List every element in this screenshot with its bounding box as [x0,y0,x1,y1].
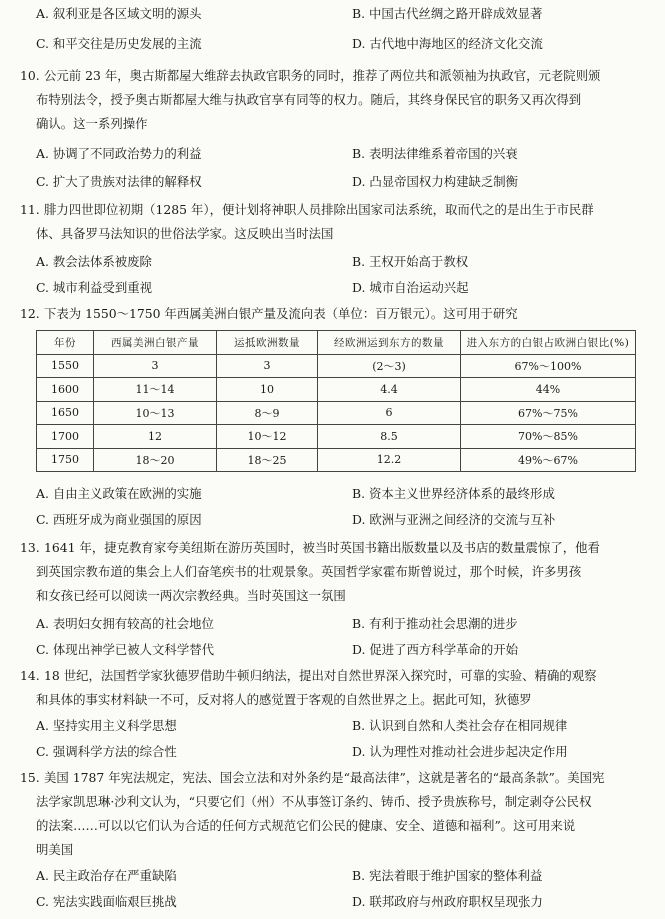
q10-options-row1 [0,144,665,168]
cell-year: 1700 [37,425,94,449]
q15-stem-line4: 明美国 [36,842,74,857]
header-to-east: 经欧洲运到东方的数量 [318,331,461,355]
cell-to-east: 4.4 [318,378,461,402]
q15-option-b[interactable]: B. 宪法着眼于维护国家的整体利益 [352,868,543,883]
header-year: 年份 [37,331,94,355]
q11-number: 11. [20,202,40,217]
q12-option-d[interactable]: D. 欧洲与亚洲之间经济的交流与互补 [352,512,556,527]
q15-option-a[interactable]: A. 民主政治存在严重缺陷 [36,868,177,883]
cell-year: 1550 [37,354,94,378]
cell-ratio: 67%～100% [461,354,636,378]
q13-option-d[interactable]: D. 促进了西方科学革命的开始 [352,642,519,657]
q11-option-d[interactable]: D. 城市自治运动兴起 [352,280,469,295]
q15-stem-line2: 法学家凯思琳·沙利文认为，“只要它们（州）不从事签订条约、铸币、授予贵族称号，制定剥夺公民权 [36,794,592,809]
q14-stem-line2: 和具体的事实材料缺一不可，反对将人的感觉置于客观的自然世界之上。据此可知，狄德罗 [36,692,532,707]
cell-to-east: 8.5 [318,425,461,449]
q15-stem-line3: 的法案……可以以它们认为合适的任何方式规范它们公民的健康、安全、道德和福利”。这可用来说 [36,818,576,833]
q11-option-b[interactable]: B. 王权开始高于教权 [352,254,469,269]
q14-options-row2 [0,742,665,766]
cell-to-east: 6 [318,401,461,425]
silver-data-table [36,330,636,472]
q15-number: 15. [20,770,40,785]
cell-production: 18～20 [94,448,217,472]
q11-option-a[interactable]: A. 教会法体系被废除 [36,254,152,269]
q11-stem-line1: 腓力四世即位初期（1285 年），便计划将神职人员排除出国家司法系统，取而代之的是出生于市民群 [44,202,594,217]
table-header-row [37,331,636,355]
q14-number: 14. [20,668,40,683]
q9-option-b[interactable]: B. 中国古代丝绸之路开辟成效显著 [352,6,543,21]
q10-option-a[interactable]: A. 协调了不同政治势力的利益 [36,146,202,161]
q9-options-row1 [0,4,665,28]
table-row [37,425,636,449]
cell-production: 11～14 [94,378,217,402]
q12-option-a[interactable]: A. 自由主义政策在欧洲的实施 [36,486,202,501]
q14-option-a[interactable]: A. 坚持实用主义科学思想 [36,718,177,733]
q12-option-b[interactable]: B. 资本主义世界经济体系的最终形成 [352,486,555,501]
cell-to-east: 12.2 [318,448,461,472]
cell-production: 12 [94,425,217,449]
header-to-europe: 运抵欧洲数量 [217,331,318,355]
q9-option-a[interactable]: A. 叙利亚是各区域文明的源头 [36,6,202,21]
q15-options-row1 [0,866,665,890]
cell-to-east: (2～3) [318,354,461,378]
q14-option-d[interactable]: D. 认为理性对推动社会进步起决定作用 [352,744,568,759]
cell-ratio: 44% [461,378,636,402]
q15-stem-line1: 美国 1787 年宪法规定，宪法、国会立法和对外条约是“最高法律”，这就是著名的“最高条款”。美国宪 [44,770,605,785]
q10-option-b[interactable]: B. 表明法律维系着帝国的兴衰 [352,146,518,161]
cell-to-europe: 10～12 [217,425,318,449]
q13-option-a[interactable]: A. 表明妇女拥有较高的社会地位 [36,616,214,631]
table-row [37,401,636,425]
q13-option-b[interactable]: B. 有利于推动社会思潮的进步 [352,616,518,631]
table-row [37,448,636,472]
q15-options-row2 [0,892,665,916]
q9-option-c[interactable]: C. 和平交往是历史发展的主流 [36,36,202,51]
q10-option-d[interactable]: D. 凸显帝国权力构建缺乏制衡 [352,174,519,189]
q10-stem-line3: 确认。这一系列操作 [36,116,148,131]
cell-ratio: 49%～67% [461,448,636,472]
header-production: 西属美洲白银产量 [94,331,217,355]
q15-option-c[interactable]: C. 宪法实践面临艰巨挑战 [36,894,177,909]
q13-option-c[interactable]: C. 体现出神学已被人文科学替代 [36,642,214,657]
q14-option-b[interactable]: B. 认识到自然和人类社会存在相同规律 [352,718,568,733]
q13-stem-line2: 到英国宗教布道的集会上人们奋笔疾书的壮观景象。英国哲学家霍布斯曾说过，那个时候，许多男孩 [36,564,582,579]
q10-options-row2 [0,172,665,196]
cell-ratio: 70%～85% [461,425,636,449]
q12-stem: 下表为 1550～1750 年西属美洲白银产量及流向表（单位：百万银元）。这可用于研究 [44,306,518,321]
q14-stem-line1: 18 世纪，法国哲学家狄德罗借助牛顿归纳法，提出对自然世界深入探究时，可靠的实验、精确的观察 [44,668,597,683]
cell-to-europe: 10 [217,378,318,402]
cell-to-europe: 18～25 [217,448,318,472]
cell-production: 3 [94,354,217,378]
cell-year: 1600 [37,378,94,402]
q13-options-row1 [0,614,665,638]
q12-option-c[interactable]: C. 西班牙成为商业强国的原因 [36,512,202,527]
table-row [37,378,636,402]
q9-option-d[interactable]: D. 古代地中海地区的经济文化交流 [352,36,543,51]
q9-options-row2 [0,34,665,58]
q12-options-row2 [0,510,665,534]
cell-year: 1650 [37,401,94,425]
q12-number: 12. [20,306,40,321]
cell-year: 1750 [37,448,94,472]
q14-options-row1 [0,716,665,740]
header-east-ratio: 进入东方的白银占欧洲白银比(%) [461,331,636,355]
q11-options-row2 [0,278,665,302]
q12-options-row1 [0,484,665,508]
q14-option-c[interactable]: C. 强调科学方法的综合性 [36,744,177,759]
q11-options-row1 [0,252,665,276]
q10-number: 10. [20,68,40,83]
cell-ratio: 67%～75% [461,401,636,425]
q10-stem-line2: 布特别法令，授予奥古斯都屋大维与执政官享有同等的权力。随后，其终身保民官的职务又再次得到 [36,92,582,107]
cell-to-europe: 3 [217,354,318,378]
table-row [37,354,636,378]
q11-option-c[interactable]: C. 城市利益受到重视 [36,280,153,295]
q13-options-row2 [0,640,665,664]
cell-to-europe: 8～9 [217,401,318,425]
q11-stem-line2: 体、具备罗马法知识的世俗法学家。这反映出当时法国 [36,226,334,241]
cell-production: 10～13 [94,401,217,425]
q15-option-d[interactable]: D. 联邦政府与州政府职权呈现张力 [352,894,543,909]
q13-number: 13. [20,540,40,555]
q10-stem-line1: 公元前 23 年，奥古斯都屋大维辞去执政官职务的同时，推荐了两位共和派领袖为执政官，元老院则颁 [44,68,601,83]
q10-option-c[interactable]: C. 扩大了贵族对法律的解释权 [36,174,202,189]
q13-stem-line3: 和女孩已经可以阅读一两次宗教经典。当时英国这一氛围 [36,588,346,603]
q13-stem-line1: 1641 年，捷克教育家夸美纽斯在游历英国时，被当时英国书籍出版数量以及书店的数量震惊了，他看 [44,540,600,555]
